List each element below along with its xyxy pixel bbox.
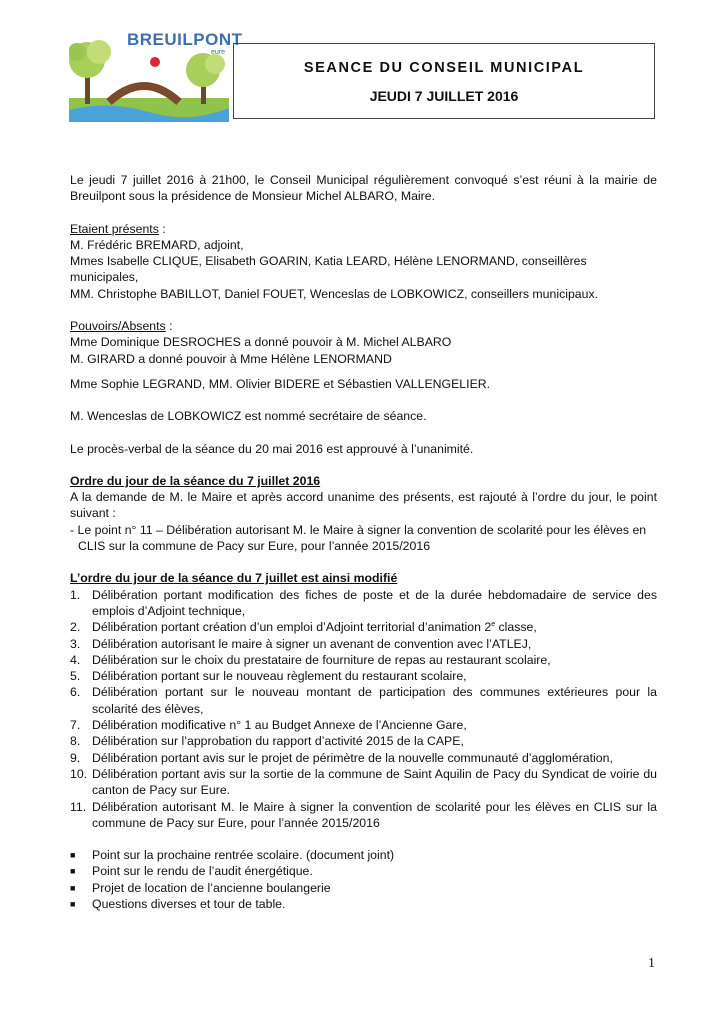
proxy-line: Mme Dominique DESROCHES a donné pouvoir à M. Michel ALBARO	[70, 335, 452, 350]
bullet-item: ■ Questions diverses et tour de table.	[70, 896, 286, 911]
bullet-item: ■ Projet de location de l’ancienne boulangerie	[70, 880, 331, 895]
bullet-list	[70, 847, 657, 912]
agenda-heading: Ordre du jour de la séance du 7 juillet 2016	[70, 473, 321, 488]
bullet-item: ■ Point sur le rendu de l’audit énergétique.	[70, 864, 313, 879]
document-body	[70, 172, 657, 912]
list-item: 7. Délibération modificative n° 1 au Budget Annexe de l’Ancienne Gare,	[70, 718, 467, 733]
added-item-line: CLIS sur la commune de Pacy sur Eure, pour l’année 2015/2016	[78, 539, 431, 554]
presents-line: M. Frédéric BREMARD, adjoint,	[70, 237, 244, 252]
presents-line: Mmes Isabelle CLIQUE, Elisabeth GOARIN, Katia LEARD, Hélène LENORMAND, conseillères municipales,	[70, 254, 587, 285]
title-box	[233, 43, 655, 119]
square-bullet-icon: ■	[70, 850, 76, 861]
list-item: 6. Délibération portant sur le nouveau montant de participation des communes extérieures pour la scolarité des élèves,	[70, 685, 657, 716]
list-item: 9. Délibération portant avis sur le projet de périmètre de la nouvelle communauté d’agglomération,	[70, 750, 613, 765]
list-item: 10. Délibération portant avis sur la sortie de la commune de Saint Aquilin de Pacy du Syndicat de voirie du canton de Pacy sur Eure.	[70, 766, 657, 798]
meeting-date: JEUDI 7 JUILLET 2016	[369, 88, 519, 104]
list-item: 11. Délibération autorisant M. le Maire à signer la convention de scolarité pour les élèves en CLIS sur la commune de Pacy sur Eure, pour l’année 2015/2016	[70, 799, 657, 830]
list-item: 1. Délibération portant modification des fiches de poste et de la durée hebdomadaire de service des emplois d’Adjoint technique,	[70, 587, 657, 618]
square-bullet-icon: ■	[70, 898, 76, 909]
page-title: SEANCE DU CONSEIL MUNICIPAL	[303, 60, 585, 76]
added-item-line: - Le point n° 11 – Délibération autorisant M. le Maire à signer la convention de scolarité pour les élèves en	[70, 522, 647, 537]
list-item: 4. Délibération sur le choix du prestataire de fourniture de repas au restaurant scolaire,	[70, 652, 551, 667]
absent-line: Mme Sophie LEGRAND, MM. Olivier BIDERE et Sébastien VALLENGELIER.	[70, 376, 491, 391]
pv-approval-line: Le procès-verbal de la séance du 20 mai 2016 est approuvé à l’unanimité.	[70, 441, 474, 456]
list-item: 3. Délibération autorisant le maire à signer un avenant de convention avec l’ATLEJ,	[70, 636, 532, 651]
agenda-text: A la demande de M. le Maire et après accord unanime des présents, est rajouté à l’ordre du jour, le point suivant :	[70, 490, 657, 521]
presents-heading: Etaient présents :	[70, 221, 166, 236]
list-item: 2. Délibération portant création d’un emploi d’Adjoint territorial d’animation 2e classe,	[70, 620, 537, 635]
modified-agenda-heading: L’ordre du jour de la séance du 7 juillet est ainsi modifié	[70, 571, 398, 586]
intro-paragraph: Le jeudi 7 juillet 2016 à 21h00, le Conseil Municipal régulièrement convoqué s’est réuni à la mairie de Breuilpont sous la présidence de Monsieur Michel ALBARO, Maire.	[70, 173, 657, 204]
list-item: 8. Délibération sur l’approbation du rapport d’activité 2015 de la CAPE,	[70, 734, 464, 749]
secretary-line: M. Wenceslas de LOBKOWICZ est nommé secrétaire de séance.	[70, 409, 427, 424]
logo-name: BREUILPONT	[127, 30, 243, 49]
list-item: 5. Délibération portant sur le nouveau règlement du restaurant scolaire,	[70, 669, 467, 684]
page-number: 1	[648, 956, 655, 971]
breuilpont-logo	[69, 30, 243, 122]
bullet-item: ■ Point sur la prochaine rentrée scolaire. (document joint)	[70, 848, 395, 863]
logo-subtitle: eure	[211, 49, 226, 56]
square-bullet-icon: ■	[70, 866, 76, 877]
square-bullet-icon: ■	[70, 882, 76, 893]
proxy-line: M. GIRARD a donné pouvoir à Mme Hélène LENORMAND	[70, 351, 392, 366]
agenda-list	[70, 587, 657, 831]
presents-line: MM. Christophe BABILLOT, Daniel FOUET, Wenceslas de LOBKOWICZ, conseillers municipaux.	[70, 286, 599, 301]
absents-heading: Pouvoirs/Absents :	[70, 319, 173, 334]
